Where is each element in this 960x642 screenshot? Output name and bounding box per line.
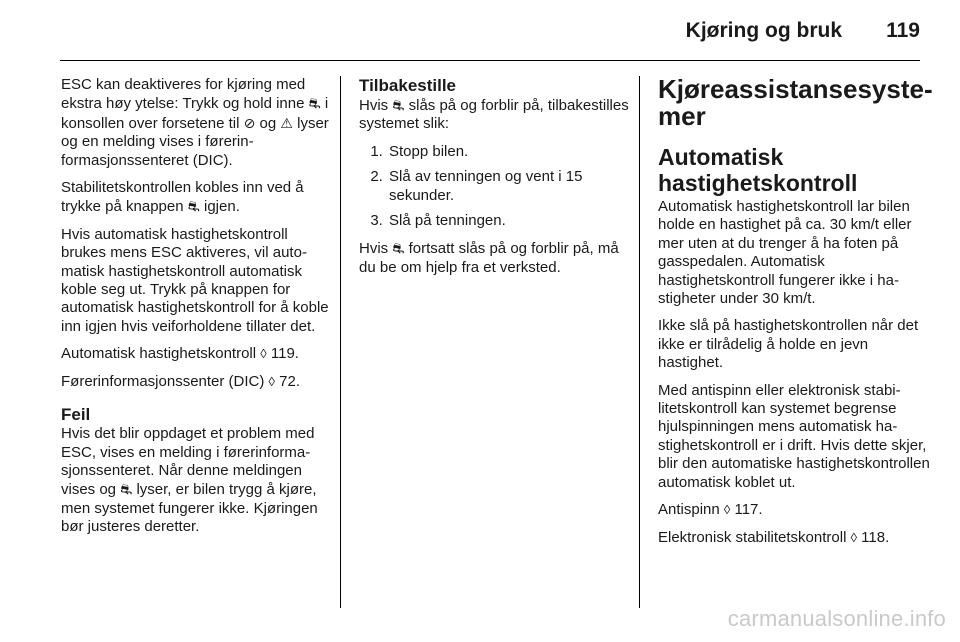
reset-heading: Tilbakestille [359, 76, 457, 95]
feil-heading: Feil [61, 405, 91, 425]
column-divider-1 [340, 76, 341, 608]
list-item: 2. Slå av tenningen og vent i 15 sekunder. [387, 168, 631, 205]
warning-icon: ⚠ [280, 114, 293, 131]
cross-reference[interactable]: Elektronisk stabilitetskontroll ◊ 118. [658, 528, 890, 546]
cross-reference[interactable]: Automatisk hastighetskontroll ◊ 119. [61, 345, 299, 363]
reset-outro: Hvis ⛐ fortsatt slås på og forblir på, må du be om hjelp fra et verksted. [359, 240, 619, 276]
page-number: 119 [886, 19, 920, 42]
list-item: 3. Slå på tenningen. [387, 212, 631, 230]
column-2 [359, 76, 631, 286]
esc-off-icon: ⛐ [392, 240, 405, 257]
column-divider-2 [639, 76, 640, 608]
cross-reference[interactable]: Førerinformasjonssenter (DIC) ◊ 72. [61, 372, 301, 390]
cross-reference[interactable]: Antispinn ◊ 117. [658, 501, 763, 519]
esc-reactivate-paragraph: Stabilitetskontrollen kobles inn ved å trykke på knappen ⛐ igjen. [61, 179, 304, 216]
cruise-caution-paragraph: Ikke slå på hastighetskontrollen når det ikke er tilrådelig å holde en jevn hastighet. [658, 317, 919, 372]
reset-intro: Hvis ⛐ slås på og forblir på, tilbakestilles systemet slik: [359, 97, 629, 133]
reference-arrow-icon: ◊ [260, 346, 267, 362]
cruise-intro-paragraph: Automatisk hastighetskontroll lar bilen holde en hastighet på ca. 30 km/t eller mer uten at du trenger å ha foten på gasspedalen. Automatisk hastighetskontroll fungerer ikke i hastigheter under 30 km/t. [658, 198, 912, 308]
watermark: carmanualsonline.info [727, 606, 946, 631]
reference-arrow-icon: ◊ [268, 373, 275, 389]
cruise-traction-paragraph: Med antispinn eller elektronisk stabilitetskontroll kan systemet begrense hjulspinningen mens automatisk hastighetskontroll er i drift. Hvis dette skjer, blir den automatiske hastighetskontrollen automatisk koblet ut. [658, 381, 930, 491]
list-item: 1. Stopp bilen. [387, 143, 631, 161]
page-header [0, 0, 960, 60]
subsection-heading: Automatisk hastighetskontroll [658, 144, 858, 196]
traction-off-icon: ⊘ [243, 114, 256, 131]
feil-paragraph: Hvis det blir oppdaget et problem med ESC, vises en melding i førerinformasjonssenteret. Når denne meldingen vises og ⛐ lyser, er bilen trygg å kjøre, men systemet fungerer ikke. Kjøringen bør justeres deretter. [61, 425, 318, 536]
reset-steps-list [359, 143, 631, 231]
reference-arrow-icon: ◊ [723, 502, 731, 518]
reference-arrow-icon: ◊ [850, 529, 858, 545]
cruise-control-paragraph: Hvis automatisk hastighetskontroll brukes mens ESC aktiveres, vil automatisk hastighetskontroll automatisk koble seg ut. Trykk på knappen for automatisk hastighetskontroll for å koble inn igjen hvis veiforholdene tillater det. [61, 225, 329, 335]
esc-deactivate-paragraph: ESC kan deaktiveres for kjøring med ekstra høy ytelse: Trykk og hold inne ⛐ i konsollen over forsetene til ⊘ og ⚠ lyser og en melding vises i førerinformasjonssenteret (DIC). [61, 76, 329, 169]
chapter-title: Kjøring og bruk [685, 19, 842, 42]
header-divider [60, 60, 920, 61]
esc-off-icon: ⛐ [392, 97, 405, 113]
esc-off-icon: ⛐ [187, 198, 200, 215]
column-1 [61, 76, 333, 546]
section-heading: Kjøreassistansesystemer [658, 74, 933, 131]
esc-off-icon: ⛐ [120, 481, 133, 498]
column-3 [658, 74, 933, 556]
esc-off-icon: ⛐ [308, 95, 321, 112]
